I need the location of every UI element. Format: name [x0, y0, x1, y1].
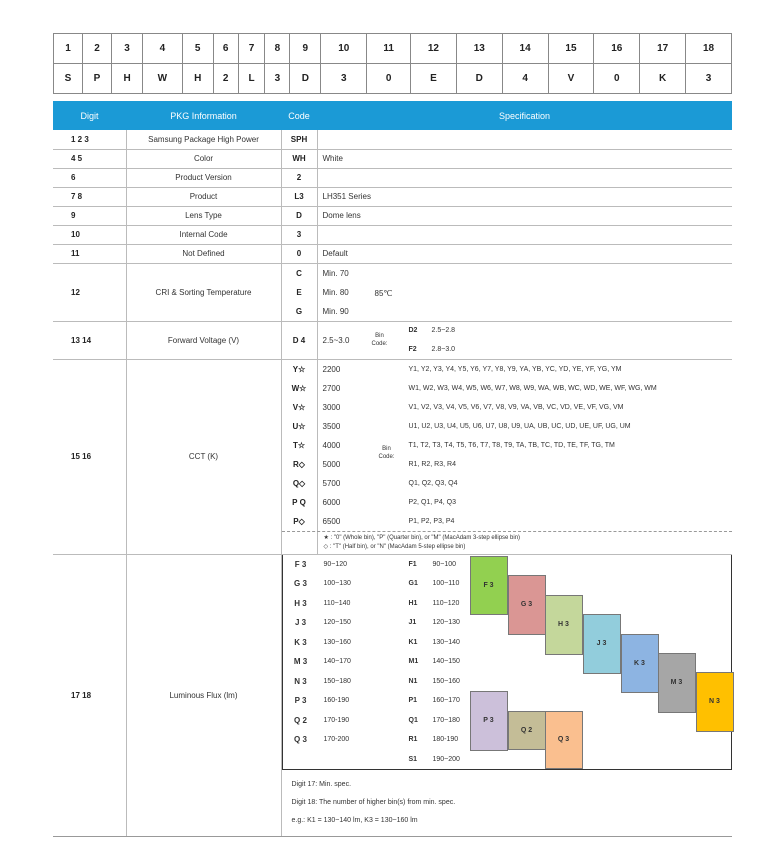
flux-block-k3: K 3: [621, 634, 659, 693]
digit-number: 7: [238, 34, 265, 64]
flux-block-f3: F 3: [470, 556, 508, 615]
cri-spec: Min. 90: [322, 306, 349, 316]
flux-bin-range: 170~180: [432, 716, 460, 724]
flux-bin: N1: [408, 677, 418, 685]
flux-block-g3: G 3: [508, 575, 546, 635]
flux-block-j3: J 3: [583, 614, 621, 674]
flux-code: H 3: [294, 598, 307, 608]
cct-kelvin: 6500: [322, 516, 341, 526]
digit-char: V: [548, 64, 594, 94]
flux-bin-range: 90~100: [432, 560, 457, 568]
flux-code: P 3: [294, 696, 307, 705]
digit-char: E: [411, 64, 457, 94]
cct-code: U☆: [292, 421, 306, 431]
digit-char-row: [54, 64, 732, 94]
flux-bin-area: [282, 555, 733, 770]
digit-number: 4: [143, 34, 183, 64]
vf-range: 2.5~3.0: [322, 335, 350, 345]
row-digit: 15 16: [53, 359, 126, 554]
cct-specs: [317, 359, 732, 554]
row-digit: 1 2 3: [53, 130, 126, 149]
flux-code: G 3: [294, 579, 307, 588]
flux-code: Q 2: [294, 715, 307, 725]
flux-note: e.g.: K1 = 130~140 lm, K3 = 130~160 lm: [291, 816, 418, 824]
vf-bin-label: Bin Code:: [371, 332, 388, 347]
flux-range: 170-190: [323, 716, 350, 724]
cct-kelvin: 2700: [322, 383, 341, 393]
flux-range: 150~180: [323, 677, 351, 685]
cct-kelvin: 6000: [322, 497, 341, 507]
digit-number: 3: [112, 34, 143, 64]
flux-bin-range: 100~110: [432, 580, 460, 588]
cct-note-block: [282, 531, 733, 554]
flux-block-h3: H 3: [545, 595, 583, 655]
digit-number: 15: [548, 34, 594, 64]
cct-code: V☆: [292, 402, 306, 412]
flux-code: K 3: [294, 637, 307, 647]
cri-code: G: [295, 306, 303, 316]
flux-range: 120~150: [323, 619, 351, 627]
cct-kelvin: 4000: [322, 440, 341, 450]
flux-note: Digit 17: Min. spec.: [291, 780, 352, 788]
flux-code: J 3: [294, 618, 307, 627]
vf-spec: [317, 321, 732, 359]
table-row: [53, 187, 732, 206]
flux-block-n3: N 3: [696, 672, 734, 732]
row-pkg: Lens Type: [126, 206, 281, 225]
cri-codes: [281, 263, 317, 321]
row-digit: 9: [53, 206, 126, 225]
cri-code: E: [296, 287, 302, 297]
digit-number: 10: [321, 34, 367, 64]
digit-char: D: [290, 64, 321, 94]
flux-bin: R1: [408, 736, 418, 744]
cct-kelvin: 3000: [322, 402, 341, 412]
digit-char: 0: [367, 64, 411, 94]
cct-bins: P1, P2, P3, P4: [408, 517, 455, 525]
digit-number: 9: [290, 34, 321, 64]
digit-char: P: [83, 64, 112, 94]
cct-kelvin: 3500: [322, 421, 341, 431]
digit-char: K: [640, 64, 686, 94]
digit-char: L: [238, 64, 265, 94]
digit-number: 14: [502, 34, 548, 64]
row-pkg: Luminous Flux (lm): [126, 554, 281, 836]
row-spec: LH351 Series: [317, 187, 732, 206]
row-pkg: Color: [126, 149, 281, 168]
flux-range: 140~170: [323, 658, 351, 666]
row-spec: [317, 225, 732, 244]
header-pkg: PKG Information: [126, 101, 281, 130]
digit-char: H: [112, 64, 143, 94]
row-code: L3: [281, 187, 317, 206]
table-header-row: [53, 101, 732, 130]
cct-bins: Y1, Y2, Y3, Y4, Y5, Y6, Y7, Y8, Y9, YA, YB, YC, YD, YE, YF, YG, YM: [408, 365, 622, 373]
digit-char: S: [54, 64, 83, 94]
flux-bin: H1: [408, 599, 418, 607]
cct-code: W☆: [291, 383, 307, 393]
table-row: [53, 168, 732, 187]
flux-bin: P1: [408, 697, 418, 705]
flux-bin: F1: [408, 560, 417, 568]
header-digit: Digit: [53, 101, 126, 130]
digit-number: 6: [213, 34, 238, 64]
row-digit: 7 8: [53, 187, 126, 206]
flux-range: 110~140: [323, 599, 351, 607]
spec-table: [53, 101, 732, 837]
row-code: 2: [281, 168, 317, 187]
digit-char: W: [143, 64, 183, 94]
cct-bins: T1, T2, T3, T4, T5, T6, T7, T8, T9, TA, TB, TC, TD, TE, TF, TG, TM: [408, 441, 615, 449]
row-pkg: CRI & Sorting Temperature: [126, 263, 281, 321]
flux-bin-range: 130~140: [432, 638, 460, 646]
flux-block-q3: Q 3: [545, 711, 583, 769]
header-spec: Specification: [317, 101, 732, 130]
row-code: D: [281, 206, 317, 225]
cct-note: ★ : "0" (Whole bin), "P" (Quarter bin), or "M" (MacAdam 3-step ellipse bin): [323, 534, 521, 541]
flux-code: Q 3: [294, 735, 307, 744]
flux-note: Digit 18: The number of higher bin(s) from min. spec.: [291, 798, 456, 806]
flux-bin-range: 120~130: [432, 619, 460, 627]
cct-note: ◇ : "T" (Half bin), or "N" (MacAdam 5-step ellipse bin): [323, 543, 466, 550]
cct-code: P◇: [293, 516, 305, 526]
digit-char: D: [456, 64, 502, 94]
flux-block-p3: P 3: [470, 691, 508, 751]
digit-position-grid: [53, 33, 732, 94]
flux-range: 170-200: [323, 736, 350, 744]
row-digit: 12: [53, 263, 126, 321]
table-row-flux: [53, 554, 732, 836]
cct-bins: W1, W2, W3, W4, W5, W6, W7, W8, W9, WA, WB, WC, WD, WE, WF, WG, WM: [408, 384, 657, 392]
row-code: 3: [281, 225, 317, 244]
cct-bins: U1, U2, U3, U4, U5, U6, U7, U8, U9, UA, UB, UC, UD, UE, UF, UG, UM: [408, 422, 631, 430]
row-digit: 17 18: [53, 554, 126, 836]
digit-number-row: [54, 34, 732, 64]
digit-char: 3: [686, 64, 732, 94]
table-row: [53, 244, 732, 263]
table-row: [53, 130, 732, 149]
cct-bins: V1, V2, V3, V4, V5, V6, V7, V8, V9, VA, VB, VC, VD, VE, VF, VG, VM: [408, 403, 624, 411]
digit-number: 1: [54, 34, 83, 64]
flux-code: F 3: [294, 559, 307, 569]
digit-char: 3: [321, 64, 367, 94]
row-code: D 4: [281, 321, 317, 359]
cri-specs: [317, 263, 732, 321]
table-row-vf: [53, 321, 732, 359]
table-row-cct: [53, 359, 732, 554]
table-row: [53, 149, 732, 168]
digit-number: 16: [594, 34, 640, 64]
cri-spec: Min. 80: [322, 287, 349, 297]
flux-code: N 3: [294, 676, 307, 686]
cct-bins: R1, R2, R3, R4: [408, 460, 456, 468]
flux-range: 130~160: [323, 638, 351, 646]
flux-notes: [282, 770, 733, 836]
cct-code: Y☆: [292, 364, 306, 374]
cct-kelvin: 5700: [322, 478, 341, 488]
cct-kelvin: 2200: [322, 364, 341, 374]
vf-bin-range: 2.8~3.0: [431, 345, 456, 353]
row-pkg: Product Version: [126, 168, 281, 187]
row-code: 0: [281, 244, 317, 263]
cri-code: C: [296, 268, 302, 278]
cct-bins: P2, Q1, P4, Q3: [408, 498, 456, 506]
flux-bin: Q1: [408, 716, 418, 724]
digit-char: 2: [213, 64, 238, 94]
flux-bin: S1: [408, 755, 418, 763]
row-code: SPH: [281, 130, 317, 149]
flux-range: 90~120: [323, 560, 348, 568]
row-pkg: Forward Voltage (V): [126, 321, 281, 359]
flux-block-m3: M 3: [658, 653, 696, 713]
cri-spec: Min. 70: [322, 268, 349, 278]
cct-code: R◇: [293, 459, 305, 469]
cct-code: P Q: [292, 497, 306, 507]
digit-number: 11: [367, 34, 411, 64]
digit-number: 17: [640, 34, 686, 64]
row-pkg: Samsung Package High Power: [126, 130, 281, 149]
flux-range: 160-190: [323, 697, 350, 705]
digit-number: 13: [456, 34, 502, 64]
digit-number: 12: [411, 34, 457, 64]
row-spec: [317, 130, 732, 149]
digit-number: 5: [182, 34, 213, 64]
vf-bin-range: 2.5~2.8: [431, 326, 456, 334]
cct-kelvin: 5000: [322, 459, 341, 469]
row-pkg: Product: [126, 187, 281, 206]
flux-bin: J1: [408, 619, 417, 627]
table-row-cri: [53, 263, 732, 321]
cct-bins: Q1, Q2, Q3, Q4: [408, 479, 458, 487]
cct-codes: [281, 359, 317, 554]
flux-bin-range: 150~160: [432, 677, 460, 685]
flux-content: [281, 554, 732, 836]
row-pkg: Internal Code: [126, 225, 281, 244]
cct-bin-label: Bin Code:: [378, 445, 395, 460]
row-digit: 10: [53, 225, 126, 244]
digit-number: 2: [83, 34, 112, 64]
flux-bin-range: 110~120: [432, 599, 460, 607]
digit-number: 8: [265, 34, 290, 64]
table-row: [53, 225, 732, 244]
flux-bin-range: 180-190: [432, 736, 459, 744]
row-digit: 11: [53, 244, 126, 263]
digit-char: H: [182, 64, 213, 94]
row-spec: Default: [317, 244, 732, 263]
row-digit: 4 5: [53, 149, 126, 168]
flux-bin-range: 160~170: [432, 697, 460, 705]
flux-bin: K1: [408, 638, 418, 646]
digit-char: 0: [594, 64, 640, 94]
cct-code: Q◇: [292, 478, 306, 488]
header-code: Code: [281, 101, 317, 130]
flux-bin-range: 190~200: [432, 755, 460, 763]
flux-block-q2: Q 2: [508, 711, 546, 750]
flux-code: M 3: [293, 657, 308, 666]
row-code: WH: [281, 149, 317, 168]
digit-number: 18: [686, 34, 732, 64]
table-row: [53, 206, 732, 225]
cct-code: T☆: [292, 440, 306, 450]
vf-bin-code: D2: [408, 326, 418, 334]
row-digit: 13 14: [53, 321, 126, 359]
row-spec: White: [317, 149, 732, 168]
row-spec: [317, 168, 732, 187]
row-spec: Dome lens: [317, 206, 732, 225]
flux-bin: M1: [408, 658, 419, 666]
row-digit: 6: [53, 168, 126, 187]
row-pkg: CCT (K): [126, 359, 281, 554]
digit-char: 3: [265, 64, 290, 94]
cri-temperature: 85℃: [374, 288, 393, 298]
flux-bin: G1: [408, 580, 418, 588]
flux-range: 100~130: [323, 580, 351, 588]
flux-bin-range: 140~150: [432, 658, 460, 666]
digit-char: 4: [502, 64, 548, 94]
row-pkg: Not Defined: [126, 244, 281, 263]
vf-bin-code: F2: [408, 345, 417, 353]
